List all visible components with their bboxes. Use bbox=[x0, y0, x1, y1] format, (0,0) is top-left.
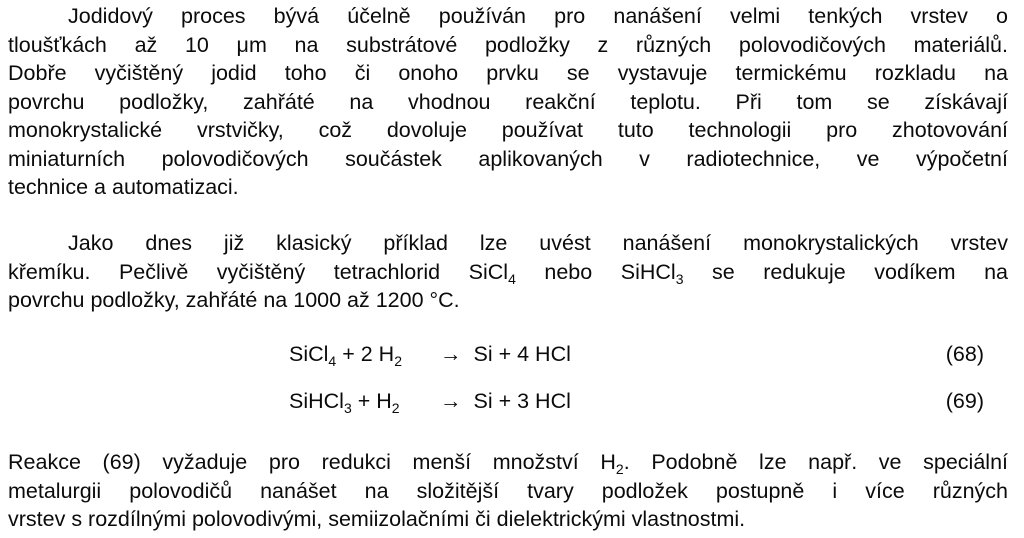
equation-rhs bbox=[440, 385, 571, 417]
subscript: 3 bbox=[343, 400, 352, 416]
subscript: 2 bbox=[391, 400, 400, 416]
paragraph-line: Jodidový proces bývá účelně používán pro nanášení velmi tenkých vrstev o bbox=[68, 4, 1008, 28]
paragraph-line: monokrystalické vrstvičky, což dovoluje používat tuto technologii pro zhotovování bbox=[8, 118, 1008, 142]
text-run: se redukuje vodíkem na bbox=[683, 259, 1008, 284]
equation-69 bbox=[0, 385, 1024, 417]
text-run: Si + 3 HCl bbox=[473, 389, 571, 413]
text-run: Si + 4 HCl bbox=[473, 342, 571, 366]
text-run: + 2 H bbox=[336, 342, 395, 366]
equation-number: (68) bbox=[945, 342, 984, 366]
text-run: nebo SiHCl bbox=[515, 259, 676, 284]
text-run: SiHCl bbox=[289, 389, 344, 413]
equation-lhs bbox=[289, 338, 402, 370]
paragraph-line: tloušťkách až 10 μm na substrátové podložky z různých polovodičových materiálů. bbox=[8, 32, 1008, 57]
equation-lhs bbox=[289, 385, 400, 417]
arrow-icon: → bbox=[440, 389, 462, 413]
paragraph-iodide-process bbox=[8, 2, 1008, 202]
subscript: 3 bbox=[675, 270, 684, 287]
paragraph-silicon-example bbox=[8, 229, 1008, 315]
text-run: SiCl bbox=[289, 342, 329, 366]
paragraph-line: Jako dnes již klasický příklad lze uvést nanášení monokrystalických vrstev bbox=[68, 231, 1008, 255]
equation-68 bbox=[0, 338, 1024, 370]
paragraph-line: povrchu podložky, zahřáté na vhodnou reakční teplotu. Při tom se získávají bbox=[8, 89, 1008, 114]
paragraph-reaction-note bbox=[8, 448, 1008, 534]
paragraph-line bbox=[8, 448, 1008, 477]
subscript: 2 bbox=[394, 353, 402, 369]
paragraph-line bbox=[8, 258, 1008, 287]
equation-rhs bbox=[440, 338, 571, 370]
text-run: . Podobně lze např. ve speciální bbox=[623, 450, 1009, 474]
text-run: Reakce (69) vyžaduje pro redukci menší množství H bbox=[8, 450, 616, 474]
subscript: 4 bbox=[508, 270, 516, 287]
subscript: 4 bbox=[328, 353, 337, 369]
equation-number: (69) bbox=[945, 389, 984, 413]
paragraph-line: Dobře vyčištěný jodid toho či onoho prvku se vystavuje termickému rozkladu na bbox=[8, 61, 1008, 85]
paragraph-line: miniaturních polovodičových součástek aplikovaných v radiotechnice, ve výpočetní bbox=[8, 146, 1008, 171]
text-run: křemíku. Pečlivě vyčištěný tetrachlorid SiCl bbox=[8, 259, 509, 284]
paragraph-line: metalurgii polovodičů nanášet na složitější tvary podložek postupně i více různých bbox=[8, 478, 1008, 503]
paragraph-line: povrchu podložky, zahřáté na 1000 až 1200 °C. bbox=[8, 288, 460, 312]
paragraph-line: vrstev s rozdílnými polovodivými, semiizolačními či dielektrickými vlastnostmi. bbox=[8, 507, 746, 531]
arrow-icon: → bbox=[440, 342, 462, 366]
text-run: + H bbox=[351, 389, 392, 413]
subscript: 2 bbox=[615, 461, 624, 477]
paragraph-line: technice a automatizaci. bbox=[8, 175, 239, 199]
